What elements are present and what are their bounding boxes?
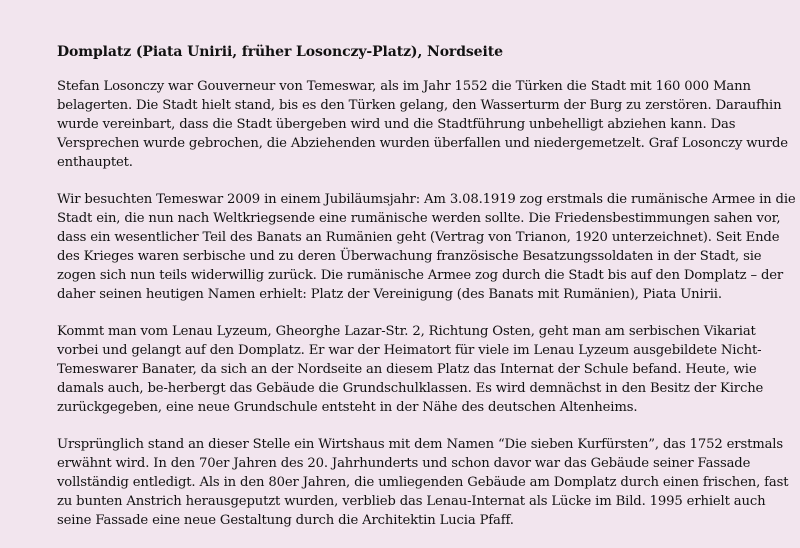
article-paragraph: Kommt man vom Lenau Lyzeum, Gheorghe Lazar-Str. 2, Richtung Osten, geht man am serbischen Vikariat vorbei und gelangt auf den Domplatz. Er war der Heimatort für viele im Lenau Lyzeum ausgebildete Nicht-Temeswarer Banater, da sich an der Nordseite an diesem Platz das Internat der Schule befand. Heute, wie damals auch, be-herbergt das Gebäude die Grundschulklassen. Es wird demnächst in den Besitz der Kirche zurückgegeben, eine neue Grundschule entsteht in der Nähe des deutschen Altenheims. xyxy=(57,324,764,415)
article xyxy=(57,42,797,548)
article-paragraph: Stefan Losonczy war Gouverneur von Temeswar, als im Jahr 1552 die Türken die Stadt mit 160 000 Mann belagerten. Die Stadt hielt stand, bis es den Türken gelang, den Wasserturm der Burg zu zerstören. Daraufhin wurde vereinbart, dass die Stadt übergeben wird und die Stadtführung unbehelligt abziehen kann. Das Versprechen wurde gebrochen, die Abziehenden wurden überfallen und niedergemetzelt. Graf Losonczy wurde enthauptet. xyxy=(57,79,788,170)
article-paragraph: Ursprünglich stand an dieser Stelle ein Wirtshaus mit dem Namen “Die sieben Kurfürsten”, das 1752 erstmals erwähnt wird. In den 70er Jahren des 20. Jahrhunderts und schon davor war das Gebäude seiner Fassade vollständig entledigt. Als in den 80er Jahren, die umliegenden Gebäude am Domplatz durch einen frischen, fast zu bunten Anstrich herausgeputzt wurden, verblieb das Lenau-Internat als Lücke im Bild. 1995 erhielt auch seine Fassade eine neue Gestaltung durch die Architektin Lucia Pfaff. xyxy=(57,437,789,528)
article-title: Domplatz (Piata Unirii, früher Losonczy-Platz), Nordseite xyxy=(57,44,503,60)
article-paragraph: Wir besuchten Temeswar 2009 in einem Jubiläumsjahr: Am 3.08.1919 zog erstmals die rumänische Armee in die Stadt ein, die nun nach Weltkriegsende eine rumänische werden sollte. Die Friedensbestimmungen sahen vor, dass ein wesentlicher Teil des Banats an Rumänien geht (Vertrag von Trianon, 1920 unterzeichnet). Seit Ende des Krieges waren serbische und zu deren Überwachung französische Besatzungssoldaten in der Stadt, sie zogen sich nun teils widerwillig zurück. Die rumänische Armee zog durch die Stadt bis auf den Domplatz – der daher seinen heutigen Namen erhielt: Platz der Vereinigung (des Banats mit Rumänien), Piata Unirii. xyxy=(57,192,796,302)
